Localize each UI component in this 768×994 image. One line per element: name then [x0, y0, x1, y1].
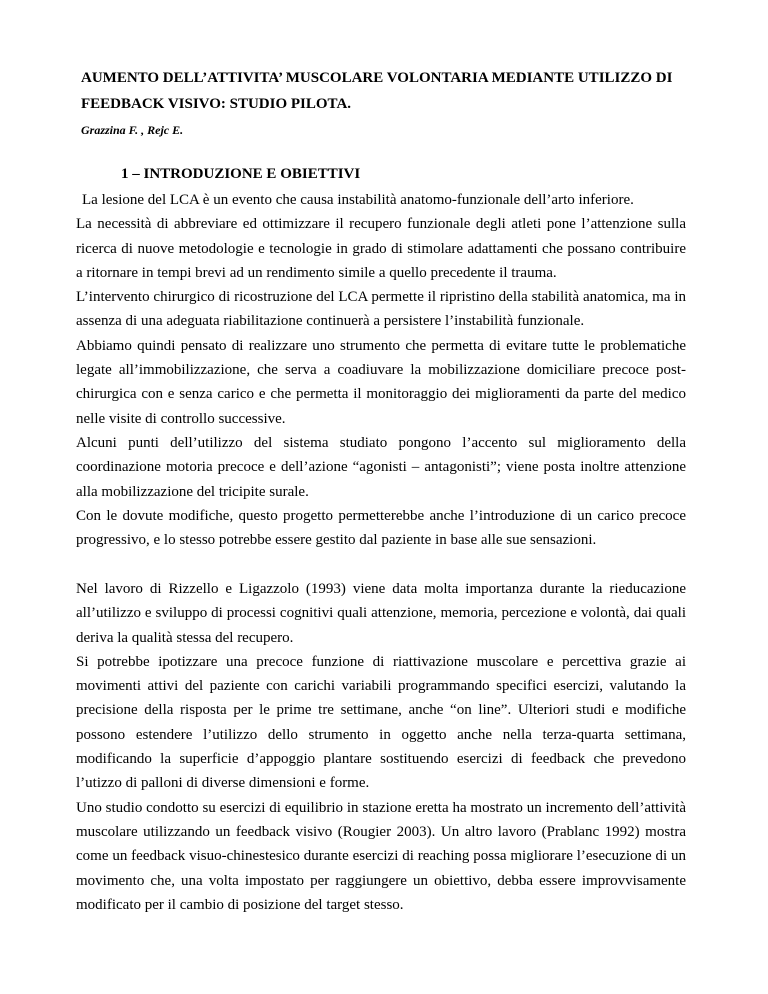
paragraph: La lesione del LCA è un evento che causa instabilità anatomo-funzionale dell’arto inferiore.: [82, 192, 634, 208]
section-heading: 1 – INTRODUZIONE E OBIETTIVI: [121, 166, 361, 182]
intro-text: [76, 188, 686, 552]
document-title: [81, 65, 701, 117]
second-text: [76, 577, 686, 917]
authors: Grazzina F. , Rejc E.: [81, 123, 184, 137]
paragraph: L’intervento chirurgico di ricostruzione del LCA permette il ripristino della stabilità anatomica, ma in assenza di una adeguata riabilitazione continuerà a persistere l’instabilità funzionale.: [76, 289, 686, 330]
paragraph: Uno studio condotto su esercizi di equilibrio in stazione eretta ha mostrato un incremento dell’attività muscolare utilizzando un feedback visivo (Rougier 2003). Un altro lavoro (Prablanc 1992) mostra come un feedback visuo-chinestesico durante esercizi di reaching possa migliorare l’esecuzione di un movimento che, una volta impostato per raggiungere un obiettivo, debba essere improvvisamente modificato per il cambio di posizione del target stesso.: [76, 799, 686, 913]
title-line-1: AUMENTO DELL’ATTIVITA’ MUSCOLARE VOLONTARIA MEDIANTE UTILIZZO DI: [81, 70, 673, 86]
paragraph: Nel lavoro di Rizzello e Ligazzolo (1993) viene data molta importanza durante la rieducazione all’utilizzo e sviluppo di processi cognitivi quali attenzione, memoria, percezione e volontà, dai quali deriva la qualità stessa del recupero.: [76, 581, 686, 646]
paragraph: Si potrebbe ipotizzare una precoce funzione di riattivazione muscolare e percettiva grazie ai movimenti attivi del paziente con carichi variabili programmando specifici esercizi, valutando la precisione della risposta per le prime tre settimane, anche “on line”. Ulteriori studi e modifiche possono estendere l’utilizzo dello strumento in oggetto anche nella terza-quarta settimana, modificando la superficie d’appoggio plantare sostituendo esercizi di feedback che prevedono l’utizzo di palloni di diverse dimensioni e forme.: [76, 653, 686, 792]
paragraph: La necessità di abbreviare ed ottimizzare il recupero funzionale degli atleti pone l’attenzione sulla ricerca di nuove metodologie e tecnologie in grado di stimolare adattamenti che possano contribuire a ritornare in tempi brevi ad un rendimento simile a quello precedente il trauma.: [76, 216, 686, 281]
paragraph: Con le dovute modifiche, questo progetto permetterebbe anche l’introduzione di un carico precoce progressivo, e lo stesso potrebbe essere gestito dal paziente in base alle sue sensazioni.: [76, 507, 686, 549]
paragraph: Abbiamo quindi pensato di realizzare uno strumento che permetta di evitare tutte le problematiche legate all’immobilizzazione, che serva a coadiuvare la mobilizzazione domiciliare precoce post-chirurgica con e senza carico e che permetta il monitoraggio dei miglioramenti da parte del medico nelle visite di controllo successive.: [76, 337, 686, 427]
title-line-2: FEEDBACK VISIVO: STUDIO PILOTA.: [81, 96, 352, 112]
paragraph: Alcuni punti dell’utilizzo del sistema studiato pongono l’accento sul miglioramento della coordinazione motoria precoce e dell’azione “agonisti – antagonisti”; viene posta inoltre attenzione alla mobilizzazione del tricipite surale.: [76, 434, 686, 500]
